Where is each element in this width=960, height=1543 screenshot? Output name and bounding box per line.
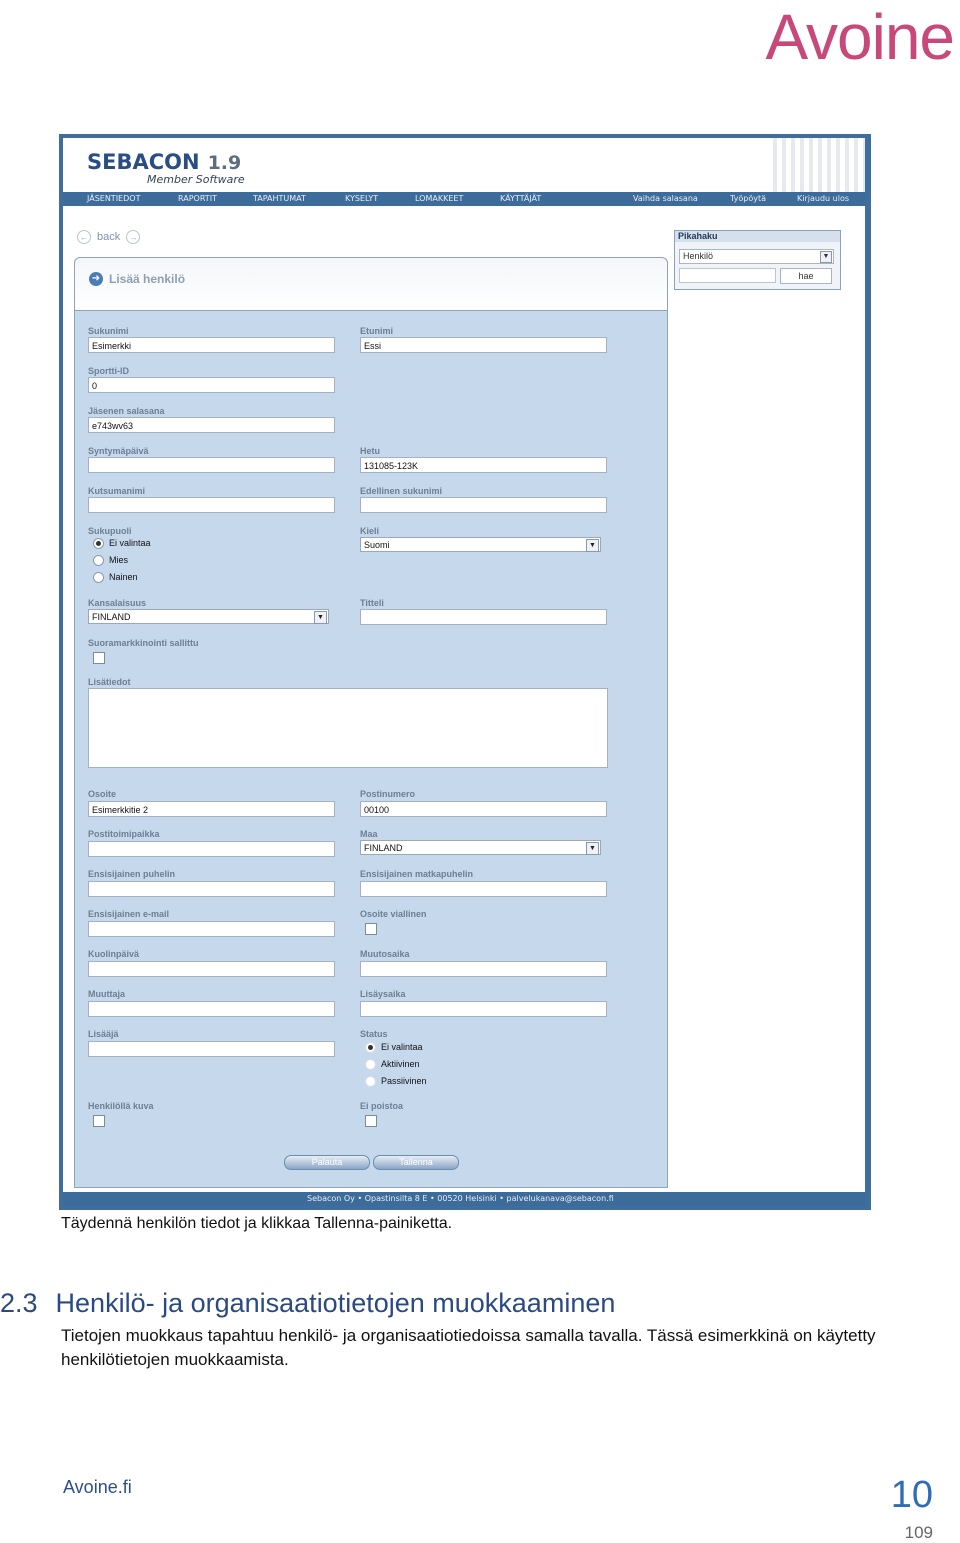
nav-raportit[interactable]: RAPORTIT xyxy=(178,194,217,203)
quick-search-input[interactable] xyxy=(679,268,776,283)
section-text: Tietojen muokkaus tapahtuu henkilö- ja organisaatiotiedoissa samalla tavalla. Tässä esimerkkinä on käytetty henkilötietojen muokkaamista. xyxy=(61,1326,876,1369)
email-label: Ensisijainen e-mail xyxy=(88,909,170,919)
puhelin-input[interactable] xyxy=(88,881,335,897)
radio-icon[interactable] xyxy=(365,1076,376,1087)
kuva-label: Henkilöllä kuva xyxy=(88,1101,154,1111)
tallenna-button[interactable]: Tallenna xyxy=(373,1155,459,1170)
muutosaika-label: Muutosaika xyxy=(360,949,410,959)
back-nav[interactable]: ← back → xyxy=(77,230,140,244)
lisaaja-label: Lisääjä xyxy=(88,1029,119,1039)
main-nav xyxy=(63,192,865,206)
edellinen-sukunimi-input[interactable] xyxy=(360,497,607,513)
page-number-large: 10 xyxy=(890,1474,933,1516)
footer-link[interactable]: Avoine.fi xyxy=(63,1477,132,1497)
person-form xyxy=(74,310,668,1188)
osoite-viallinen-label: Osoite viallinen xyxy=(360,909,427,919)
chevron-down-icon[interactable]: ▼ xyxy=(586,539,599,552)
hetu-label: Hetu xyxy=(360,446,380,456)
chevron-down-icon[interactable]: ▼ xyxy=(314,611,327,624)
content-area xyxy=(63,206,865,1202)
panel-header xyxy=(74,257,668,311)
nav-kayttajat[interactable]: KÄYTTÄJÄT xyxy=(500,194,542,203)
nav-lomakkeet[interactable]: LOMAKKEET xyxy=(415,194,464,203)
radio-icon[interactable] xyxy=(93,572,104,583)
kansalaisuus-label: Kansalaisuus xyxy=(88,598,147,608)
kieli-select[interactable]: Suomi ▼ xyxy=(360,537,601,552)
back-arrow-icon[interactable]: ← xyxy=(77,230,91,244)
palauta-button[interactable]: Palauta xyxy=(284,1155,370,1170)
radio-icon[interactable] xyxy=(365,1059,376,1070)
nav-jasentiedot[interactable]: JÄSENTIEDOT xyxy=(87,194,141,203)
logo-subtitle: Member Software xyxy=(147,173,245,186)
titteli-label: Titteli xyxy=(360,598,384,608)
osoite-viallinen-checkbox[interactable] xyxy=(365,923,377,935)
sukupuoli-label: Sukupuoli xyxy=(88,526,132,536)
salasana-input[interactable]: e743wv63 xyxy=(88,417,335,433)
lisaysaika-label: Lisäysaika xyxy=(360,989,406,999)
hetu-input[interactable]: 131085-123K xyxy=(360,457,607,473)
app-footer: Sebacon Oy • Opastinsilta 8 E • 00520 Helsinki • palvelukanava@sebacon.fi xyxy=(63,1192,865,1206)
kutsumanimi-label: Kutsumanimi xyxy=(88,486,146,496)
screenshot-frame xyxy=(59,134,871,1210)
lisatiedot-textarea[interactable] xyxy=(88,688,608,768)
postinumero-label: Postinumero xyxy=(360,789,416,799)
kansalaisuus-select[interactable]: FINLAND ▼ xyxy=(88,609,329,624)
page-number-small: 109 xyxy=(904,1523,933,1542)
maa-select[interactable]: FINLAND ▼ xyxy=(360,840,601,855)
lisaysaika-input[interactable] xyxy=(360,1001,607,1017)
quick-search-type-select[interactable]: Henkilö ▼ xyxy=(679,249,834,264)
status-radio-passiivinen[interactable]: Passiivinen xyxy=(365,1076,427,1087)
nav-vaihda-salasana[interactable]: Vaihda salasana xyxy=(633,194,698,203)
chevron-down-icon[interactable]: ▼ xyxy=(586,842,599,855)
kuolinpaiva-input[interactable] xyxy=(88,961,335,977)
matkapuhelin-input[interactable] xyxy=(360,881,607,897)
kuva-checkbox[interactable] xyxy=(93,1115,105,1127)
quick-search-title: Pikahaku xyxy=(675,231,840,242)
sukunimi-input[interactable]: Esimerkki xyxy=(88,337,335,353)
quick-search-button[interactable]: hae xyxy=(780,268,832,284)
status-radio-ei-valintaa[interactable]: Ei valintaa xyxy=(365,1042,423,1053)
kutsumanimi-input[interactable] xyxy=(88,497,335,513)
section-number: 2.3 xyxy=(0,1288,38,1318)
status-label: Status xyxy=(360,1029,388,1039)
lisaaja-input[interactable] xyxy=(88,1041,335,1057)
osoite-input[interactable]: Esimerkkitie 2 xyxy=(88,801,335,817)
osoite-label: Osoite xyxy=(88,789,117,799)
salasana-label: Jäsenen salasana xyxy=(88,406,165,416)
maa-label: Maa xyxy=(360,829,378,839)
sukupuoli-radio-ei-valintaa[interactable]: Ei valintaa xyxy=(93,538,151,549)
postinumero-input[interactable]: 00100 xyxy=(360,801,607,817)
radio-selected-icon[interactable] xyxy=(93,538,104,549)
postitoimipaikka-input[interactable] xyxy=(88,841,335,857)
sportti-id-input[interactable]: 0 xyxy=(88,377,335,393)
app-header xyxy=(63,138,865,193)
arrow-right-icon: ➜ xyxy=(89,272,103,286)
muuttaja-input[interactable] xyxy=(88,1001,335,1017)
avoine-logo: Avoine xyxy=(765,1,954,73)
nav-kyselyt[interactable]: KYSELYT xyxy=(345,194,379,203)
ei-poistoa-label: Ei poistoa xyxy=(360,1101,404,1111)
lisatiedot-label: Lisätiedot xyxy=(88,677,131,687)
matkapuhelin-label: Ensisijainen matkapuhelin xyxy=(360,869,474,879)
syntymapaiva-label: Syntymäpäivä xyxy=(88,446,149,456)
puhelin-label: Ensisijainen puhelin xyxy=(88,869,176,879)
nav-tapahtumat[interactable]: TAPAHTUMAT xyxy=(253,194,306,203)
etunimi-input[interactable]: Essi xyxy=(360,337,607,353)
kuolinpaiva-label: Kuolinpäivä xyxy=(88,949,140,959)
sukupuoli-radio-nainen[interactable]: Nainen xyxy=(93,572,138,583)
suoramarkkinointi-label: Suoramarkkinointi sallittu xyxy=(88,638,199,648)
header-decoration xyxy=(773,138,865,193)
sukunimi-label: Sukunimi xyxy=(88,326,129,336)
panel-title: Lisää henkilö xyxy=(109,272,186,286)
figure-caption: Täydennä henkilön tiedot ja klikkaa Tallenna-painiketta. xyxy=(61,1215,453,1232)
radio-icon[interactable] xyxy=(93,555,104,566)
titteli-input[interactable] xyxy=(360,609,607,625)
muutosaika-input[interactable] xyxy=(360,961,607,977)
postitoimipaikka-label: Postitoimipaikka xyxy=(88,829,160,839)
muuttaja-label: Muuttaja xyxy=(88,989,125,999)
sportti-id-label: Sportti-ID xyxy=(88,366,129,376)
radio-selected-icon[interactable] xyxy=(365,1042,376,1053)
suoramarkkinointi-checkbox[interactable] xyxy=(93,652,105,664)
forward-arrow-icon[interactable]: → xyxy=(126,230,140,244)
nav-kirjaudu-ulos[interactable]: Kirjaudu ulos xyxy=(797,194,849,203)
syntymapaiva-input[interactable] xyxy=(88,457,335,473)
sukupuoli-radio-mies[interactable]: Mies xyxy=(93,555,128,566)
chevron-down-icon[interactable]: ▼ xyxy=(820,251,832,263)
quick-search xyxy=(674,230,841,290)
email-input[interactable] xyxy=(88,921,335,937)
status-radio-aktiivinen[interactable]: Aktiivinen xyxy=(365,1059,420,1070)
sebacon-logo: SEBACON 1.9 xyxy=(87,150,242,174)
section-title: Henkilö- ja organisaatiotietojen muokkaaminen xyxy=(55,1288,616,1318)
edellinen-sukunimi-label: Edellinen sukunimi xyxy=(360,486,443,496)
kieli-label: Kieli xyxy=(360,526,380,536)
nav-tyopoyta[interactable]: Työpöytä xyxy=(730,194,767,203)
ei-poistoa-checkbox[interactable] xyxy=(365,1115,377,1127)
etunimi-label: Etunimi xyxy=(360,326,393,336)
section-heading xyxy=(0,1288,615,1319)
